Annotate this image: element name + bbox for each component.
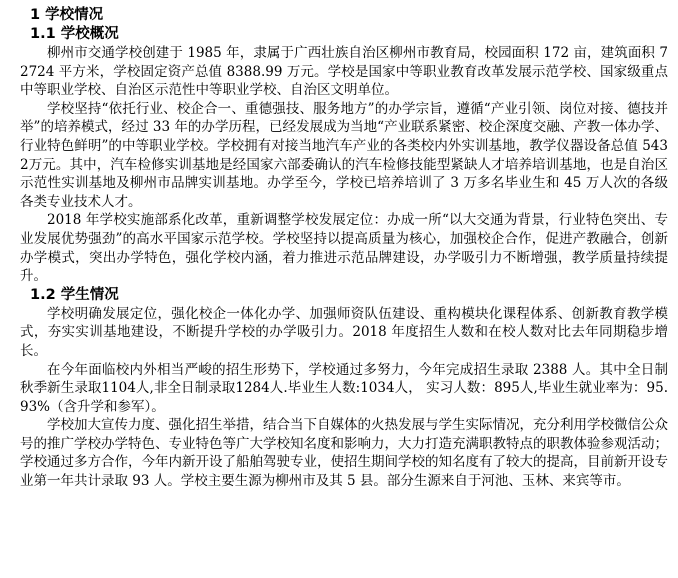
paragraph: 柳州市交通学校创建于 1985 年，隶属于广西壮族自治区柳州市教育局，校园面积 172 亩，建筑面积 72724 平方米，学校固定资产总值 8388.99 万元。学校是国家中等职业教育改革发展示范学校、国家级重点中等职业学校、自治区示范性中等职业学校、自治区文明单位。 <box>20 45 668 99</box>
paragraph: 学校坚持“依托行业、校企合一、重德强技、服务地方”的办学宗旨，遵循“产业引领、岗位对接、德技并举”的培养模式，经过 33 年的办学历程，已经发展成为当地“产业联系紧密、校企深度交融、产教一体办学、行业特色鲜明”的中等职业学校。学校拥有对接当地汽车产业的各类校内外实训基地，教学仪器设备总值 5432万元。其中，汽车检修实训基地是经国家六部委确认的汽车检修技能型紧缺人才培养培训基地，也是自治区示范性实训基地及柳州市品牌实训基地。办学至今，学校已培养培训了 3 万多名毕业生和 45 万人次的各级各类专业技术人才。 <box>20 100 668 210</box>
paragraph: 学校加大宣传力度、强化招生举措，结合当下自媒体的火热发展与学生实际情况，充分利用学校微信公众号的推广学校办学特色、专业特色等广大学校知名度和影响力，大力打造充满职教特点的职教体验参观活动；学校通过多方合作，今年内新开设了船舶驾驶专业，使招生期间学校的知名度有了较大的提高，目前新开设专业第一年共计录取 93 人。学校主要生源为柳州市及其 5 县。部分生源来自于河池、玉林、来宾等市。 <box>20 417 668 490</box>
paragraph: 2018 年学校实施部系化改革，重新调整学校发展定位：办成一所“以大交通为背景，行业特色突出、专业发展优势强劲”的高水平国家示范学校。学校坚持以提高质量为核心，加强校企合作，促进产教融合，创新办学模式，突出办学特色，强化学校内涵，着力推进示范品牌建设，办学吸引力不断增强，教学质量持续提升。 <box>20 212 668 285</box>
section-title: 1 学校情况 <box>30 7 104 23</box>
paragraph: 学校明确发展定位，强化校企一体化办学、加强师资队伍建设、重构模块化课程体系、创新教育教学模式，夯实实训基地建设，不断提升学校的办学吸引力。2018 年度招生人数和在校人数对比去年同期稳步增长。 <box>20 305 668 359</box>
subsection-heading-students: 1.2 学生情况 <box>30 286 119 303</box>
paragraph: 在今年面临校内外相当严峻的招生形势下，学校通过多努力，今年完成招生录取 2388 人。其中全日制秋季新生录取1104人,非全日制录取1284人.毕业生人数:1034人， 实习人数：895人,毕业生就业率为：95.93%（含升学和参军）。 <box>20 361 668 415</box>
subsection-heading-overview: 1.1 学校概况 <box>30 26 119 42</box>
